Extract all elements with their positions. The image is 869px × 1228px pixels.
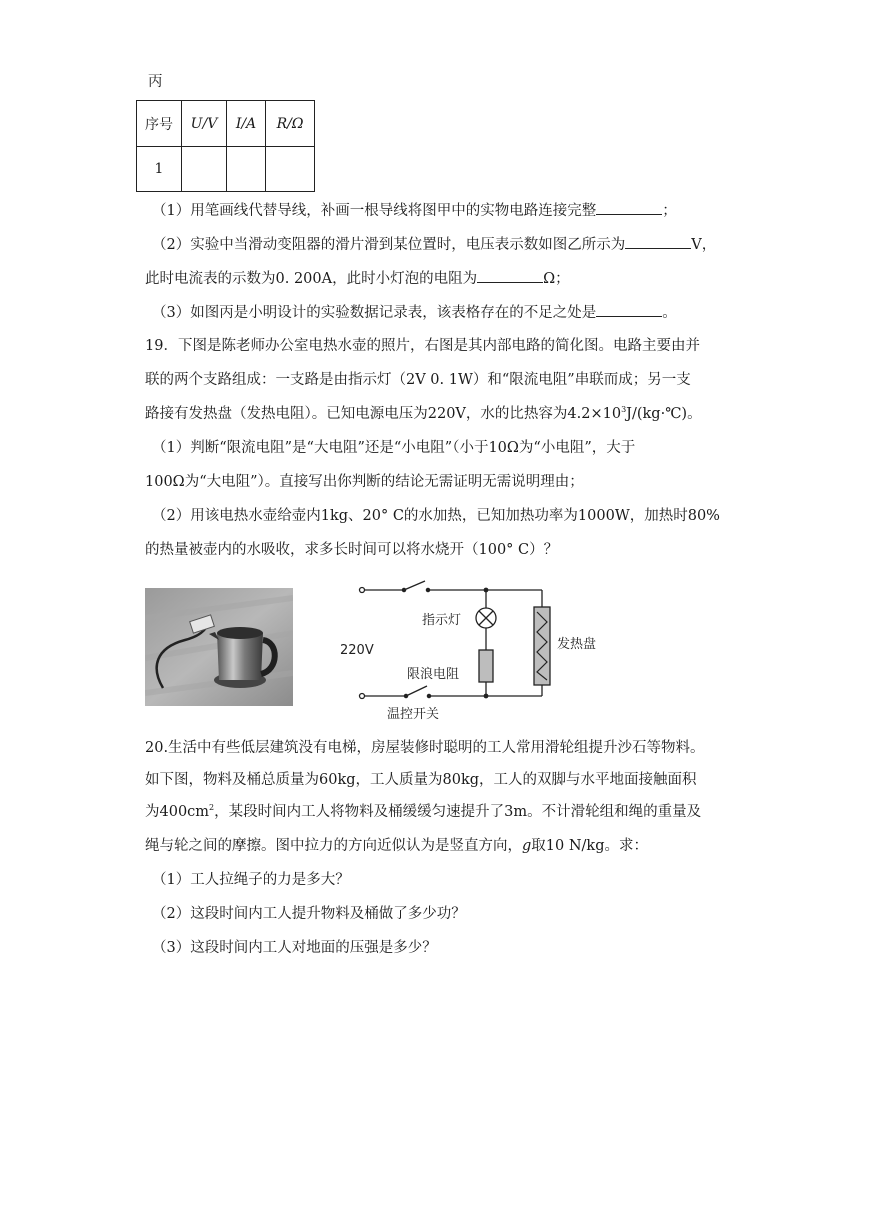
thermostat-label: 温控开关: [387, 707, 440, 722]
exponent: 3: [621, 405, 627, 414]
q20-line3-rest: ，某段时间内工人将物料及桶缓缓匀速提升了3m。不计滑轮组和绳的重量及: [214, 804, 702, 820]
cell-index: 1: [137, 147, 182, 192]
q18-part3-text: （3）如图丙是小明设计的实验数据记录表，该表格存在的不足之处是: [152, 305, 597, 321]
q18-part1: [152, 200, 677, 221]
data-record-table: [136, 100, 315, 192]
cell-current: [227, 147, 266, 192]
lamp-label: 指示灯: [422, 613, 462, 628]
q18-part2-line1: [152, 234, 716, 255]
header-resistance: R/Ω: [266, 101, 315, 147]
voltage-label: 220V: [340, 643, 374, 658]
q18-part3-end: 。: [662, 305, 677, 321]
q19-part1-line2: 100Ω为“大电阻”）。直接写出你判断的结论无需证明无需说明理由；: [145, 474, 584, 490]
q20-part1: （1）工人拉绳子的力是多大？: [152, 872, 350, 888]
heater-label: 发热盘: [557, 637, 597, 652]
resistor-symbol: [479, 650, 493, 682]
q20-line3-text: 为400cm: [145, 804, 210, 820]
kettle-photo: [145, 588, 293, 706]
table-caption: 丙: [148, 74, 163, 90]
q19-line3-text: 路接有发热盘（发热电阻）。已知电源电压为220V，水的比热容为4.2×10: [145, 406, 622, 422]
q18-part2b-end: Ω；: [543, 271, 570, 287]
cell-resistance: [266, 147, 315, 192]
g-symbol: g: [522, 838, 532, 854]
q20-line4-end: 取10 N/kg。求：: [531, 838, 648, 854]
header-index: 序号: [137, 101, 182, 147]
q18-part1-end: ；: [662, 203, 677, 219]
answer-blank: [477, 268, 543, 283]
q19-part2-line1: （2）用该电热水壶给壶内1kg、20° C的水加热，已知加热功率为1000W，加热时80%: [152, 508, 720, 524]
q19-part1-line1: （1）判断“限流电阻”是“大电阻”还是“小电阻”（小于10Ω为“小电阻”，大于: [152, 440, 636, 456]
q20-part2: （2）这段时间内工人提升物料及桶做了多少功？: [152, 906, 466, 922]
header-voltage: U/V: [182, 101, 227, 147]
answer-blank: [625, 234, 691, 249]
q18-part1-text: （1）用笔画线代替导线，补画一根导线将图甲中的实物电路连接完整: [152, 203, 597, 219]
resistor-label: 限浪电阻: [407, 667, 460, 682]
thermostat-switch-blade: [406, 686, 427, 696]
q20-line3: [145, 802, 701, 822]
q18-part2-end: V，: [691, 237, 717, 253]
main-switch-blade: [404, 581, 425, 590]
answer-blank: [596, 302, 662, 317]
exponent: 2: [209, 803, 215, 812]
header-current: I/A: [227, 101, 266, 147]
q19-line3-unit: J/(kg·℃)。: [626, 406, 702, 422]
junction-dot: [484, 694, 489, 699]
q20-part3: （3）这段时间内工人对地面的压强是多少？: [152, 940, 437, 956]
q19-line1: 19．下图是陈老师办公室电热水壶的照片，右图是其内部电路的简化图。电路主要由并: [145, 338, 700, 354]
q19-part2-line2: 的热量被壶内的水吸收，求多长时间可以将水烧开（100° C）？: [145, 542, 559, 558]
q20-line2: 如下图，物料及桶总质量为60kg，工人质量为80kg，工人的双脚与水平地面接触面积: [145, 772, 697, 788]
q18-part3: [152, 302, 677, 323]
junction-dot: [484, 588, 489, 593]
q20-line1: 20.生活中有些低层建筑没有电梯，房屋装修时聪明的工人常用滑轮组提升沙石等物料。: [145, 740, 705, 756]
q18-part2-text: （2）实验中当滑动变阻器的滑片滑到某位置时，电压表示数如图乙所示为: [152, 237, 626, 253]
cell-voltage: [182, 147, 227, 192]
answer-blank: [596, 200, 662, 215]
q20-line4: [145, 836, 648, 856]
q18-part2-line2: [145, 268, 570, 289]
terminal-bottom: [360, 694, 365, 699]
kettle-circuit-diagram: [335, 572, 610, 724]
q18-part2b-text: 此时电流表的示数为0. 200A，此时小灯泡的电阻为: [145, 271, 478, 287]
q20-line4-text: 绳与轮之间的摩擦。图中拉力的方向近似认为是竖直方向，: [145, 838, 522, 854]
q19-line3: [145, 404, 702, 424]
q19-line2: 联的两个支路组成：一支路是由指示灯（2V 0. 1W）和“限流电阻”串联而成；另一支: [145, 372, 691, 388]
terminal-top: [360, 588, 365, 593]
heater-symbol: [534, 607, 550, 685]
